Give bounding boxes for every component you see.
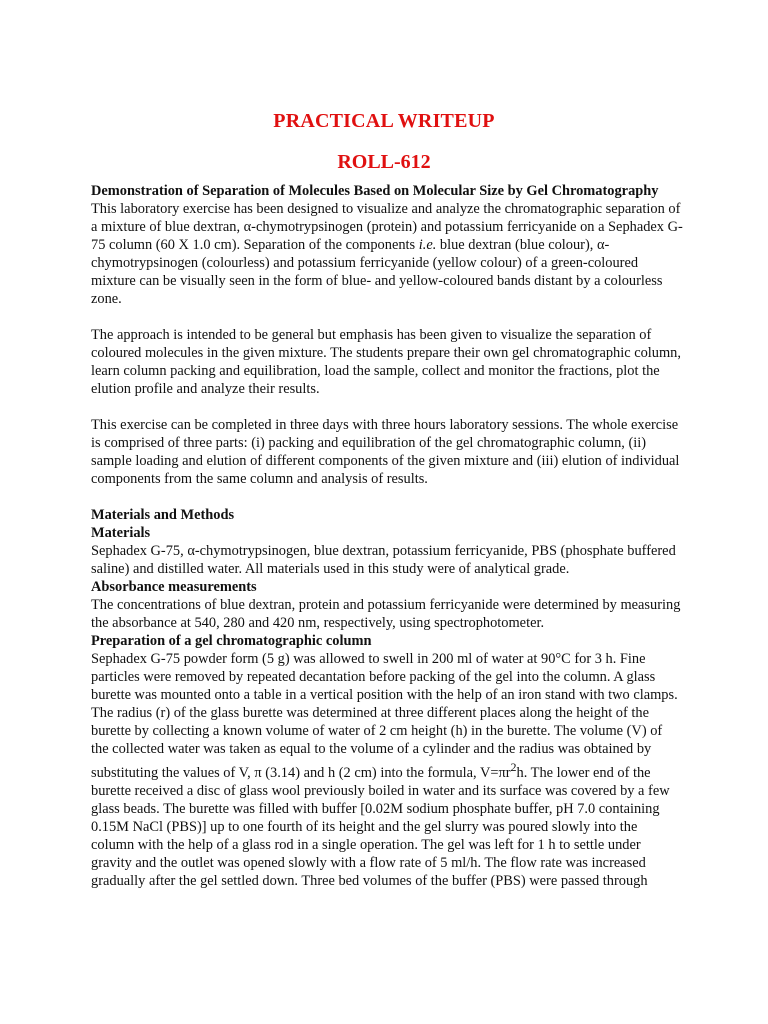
formula-superscript: 2 bbox=[510, 760, 517, 774]
column-preparation-text-part-a: Sephadex G-75 powder form (5 g) was allowed to swell in 200 ml of water at 90°C for 3 h. Fine particles were removed by repeated decantation before packing of the gel into the column. A glass burette was mounted onto a table in a vertical position with the help of an iron stand with two clamps. The radius (r) of the glass burette was determined at three different places along the height of the burette by collecting a known volume of water of 2 cm height (h) in the burette. The volume (V) of the collected water was taken as equal to the volume of a cylinder and the radius was obtained by substituting the values of V, π (3.14) and h (2 cm) into the formula, V= bbox=[91, 651, 678, 781]
section-title: Demonstration of Separation of Molecules Based on Molecular Size by Gel Chromatography bbox=[91, 183, 659, 199]
formula-pi-r: πr bbox=[498, 764, 511, 781]
paragraph-gap bbox=[91, 488, 683, 506]
absorbance-heading: Absorbance measurements bbox=[91, 579, 257, 595]
paragraph-gap bbox=[91, 308, 683, 326]
intro-paragraph-3: This exercise can be completed in three days with three hours laboratory sessions. The whole exercise is comprised of three parts: (i) packing and equilibration of the gel chromatographic column, (ii) sample loading and elution of different components of the given mixture and (iii) elution of individual components from the same column and analysis of results. bbox=[91, 417, 680, 487]
column-preparation-heading: Preparation of a gel chromatographic column bbox=[91, 633, 372, 649]
document-title: PRACTICAL WRITEUP bbox=[273, 110, 495, 132]
paragraph-gap bbox=[91, 398, 683, 416]
document-body bbox=[91, 182, 683, 890]
intro-paragraph-1-part-b: blue dextran (blue colour), α-chymotrypsinogen (colourless) and potassium ferricyanide (yellow colour) of a green-coloured mixture can be visually seen in the form of blue- and yellow-coloured bands distant by a colourless zone. bbox=[91, 237, 663, 307]
column-preparation-text-continued: 0.15M NaCl (PBS)] up to one fourth of its height and the gel slurry was poured slowly into the column with the help of a glass rod in a single operation. The gel was left for 1 h to settle under gravity and the outlet was opened slowly with a flow rate of 5 ml/h. The flow rate was increased gradually after the gel settled down. Three bed volumes of the buffer (PBS) were passed through bbox=[91, 818, 648, 889]
intro-paragraph-1 bbox=[91, 200, 683, 308]
materials-heading: Materials bbox=[91, 525, 151, 541]
materials-and-methods-heading: Materials and Methods bbox=[91, 507, 235, 523]
roll-number: ROLL-612 bbox=[337, 151, 431, 173]
materials-text: Sephadex G-75, α-chymotrypsinogen, blue dextran, potassium ferricyanide, PBS (phosphate buffered saline) and distilled water. All materials used in this study were of analytical grade. bbox=[91, 543, 676, 577]
column-preparation-text bbox=[91, 650, 683, 818]
intro-paragraph-1-part-a: This laboratory exercise has been designed to visualize and analyze the chromatographic separation of a mixture of blue dextran, α-chymotrypsinogen (protein) and potassium ferricyanide on a Sephadex G-75 column (60 X 1.0 cm). Separation of the components bbox=[91, 201, 683, 253]
intro-paragraph-1-ie: i.e. bbox=[418, 237, 437, 253]
column-preparation-text-part-b: h. The lower end of the burette received a disc of glass wool previously boiled in water and its surface was covered by a few glass beads. The burette was filled with buffer [0.02M sodium phosphate buffer, pH 7.0 containing bbox=[91, 764, 670, 817]
intro-paragraph-2: The approach is intended to be general but emphasis has been given to visualize the separation of coloured molecules in the given mixture. The students prepare their own gel chromatographic column, learn column packing and equilibration, load the sample, collect and monitor the fractions, plot the elution profile and analyze their results. bbox=[91, 327, 681, 397]
absorbance-text: The concentrations of blue dextran, protein and potassium ferricyanide were determined by measuring the absorbance at 540, 280 and 420 nm, respectively, using spectrophotometer. bbox=[91, 597, 681, 631]
